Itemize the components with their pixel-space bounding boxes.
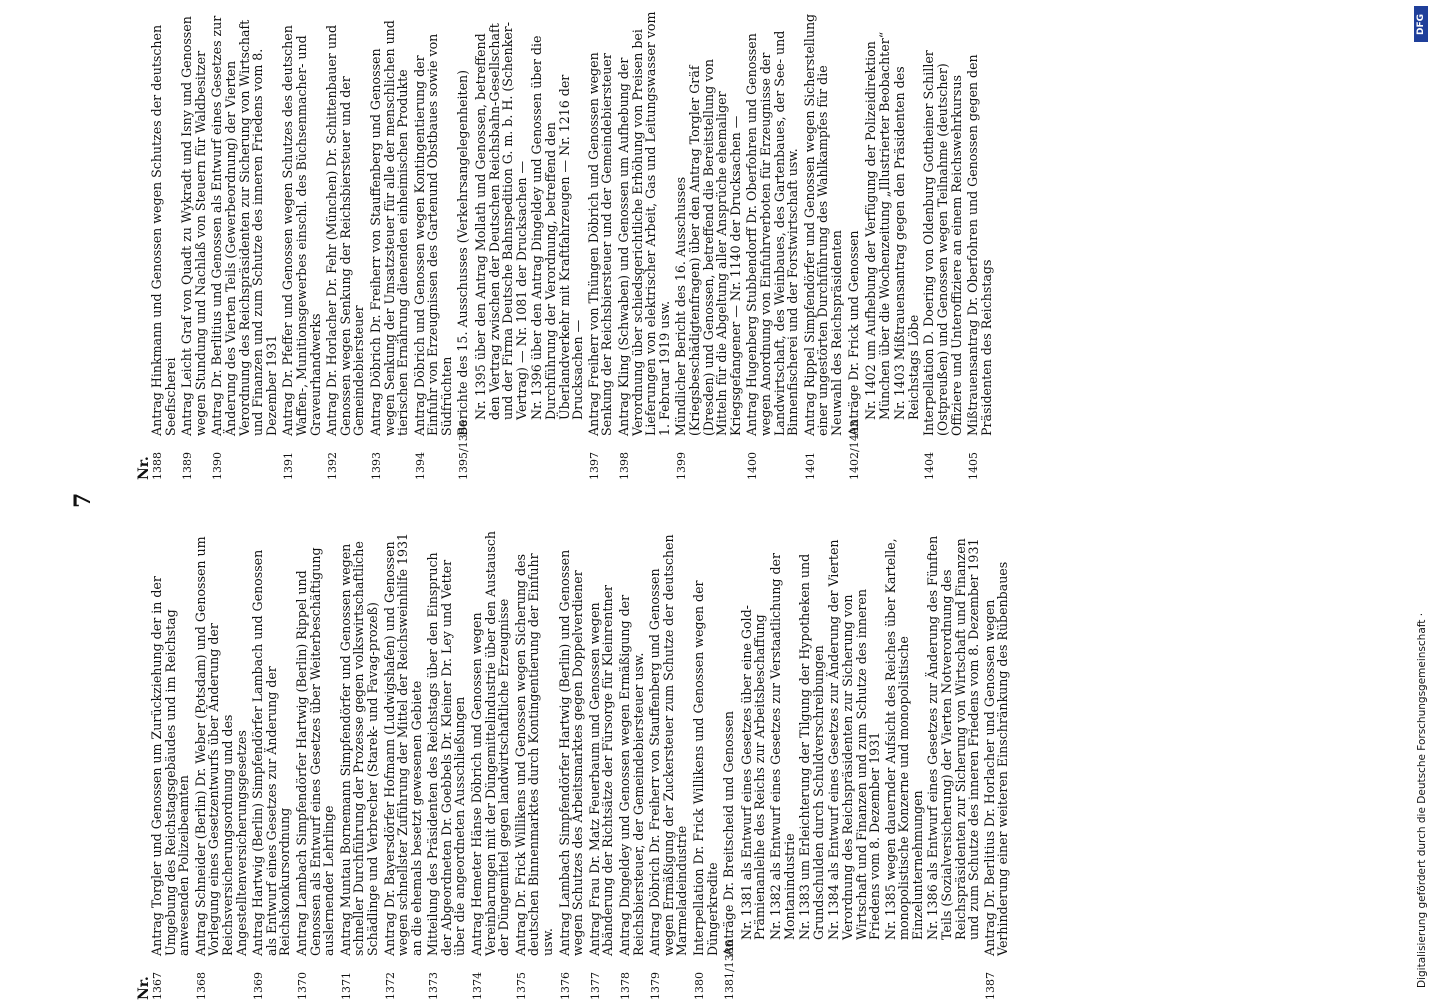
entry-text: Antrag Rippel Simpfendörfer und Genossen wegen Sicherstellung einer ungestörten Durchführung des Wahlkampfes für die Neuwahl des Reichspräsidenten — [801, 13, 844, 436]
entry-text: Antrag Dr. Horlacher Dr. Fehr (München) Dr. Schittenbauer und Genossen wegen Senkung der Reichsbiersteuer und der Gemeindebiersteuer — [324, 24, 367, 436]
entry-number: 1404 — [923, 452, 937, 480]
entry-number: 1394 — [413, 452, 427, 480]
entry-number: 1392 — [326, 452, 340, 480]
entry-number: 1368 — [194, 972, 208, 1000]
document-entry — [369, 10, 410, 480]
entry-number: 1371 — [339, 972, 353, 1000]
sub-entry-text: Nr. 1402 um Aufhebung der Verfügung der Polizeidirektion München über die Wochenzeitung „Illustrierter Beobachter“ — [863, 31, 892, 420]
entry-number: 1378 — [619, 972, 632, 1000]
entry-text: Interpellation Dr. Frick Willikens und Genossen wegen der Düngerkredite — [690, 580, 720, 956]
entry-text: Antrag Hugenberg Stubbendorff Dr. Oberfohren und Genossen wegen Anordnung von Einfuhrverboten für Erzeugnisse der Landwirtschaft, des Weinbaues, des Gartenbaues, der See- und Binnenfischerei und der Forstwirtschaft usw. — [744, 30, 801, 436]
sub-entry-text: Nr. 1383 um Erleichterung der Tilgung der Hypotheken und Grundschulden durch Schuldverschreibungen — [797, 553, 826, 940]
sub-entry — [864, 10, 891, 420]
sub-entry — [474, 10, 528, 420]
entry-text: Antrag Hinkmann und Genossen wegen Schutzes der deutschen Seefischerei — [149, 24, 178, 436]
entry-text: Antrag Muntau Bornemann Simpfendörfer und Genossen wegen schneller Durchführung der Prozesse gegen volkswirtschaftliche Schädlinge und Verbrecher (Starek- und Favag-prozeß) — [337, 541, 380, 956]
entry-number: 1391 — [282, 452, 296, 480]
sub-entry-text: Nr. 1385 wegen dauernder Aufsicht des Reiches über Kartelle, monopolistische Konzerne und monopolistische Einzelunternehmungen — [882, 538, 925, 940]
entry-text: Antrag Dr. Berlitius Dr. Horlacher und Genossen wegen Verhinderung einer weiteren Einschränkung des Rübenbaues — [981, 561, 1011, 956]
entry-number: 1367 — [151, 972, 164, 1000]
sub-entry-text: Nr. 1396 über den Antrag Dingeldey und Genossen über die Durchführung der Verordnung, betreffend den Überlandverkehr mit Kraftfahrzeugen — Nr. 1216 der Drucksachen — — [529, 35, 586, 420]
sub-entry — [769, 530, 796, 940]
document-entry — [325, 10, 366, 480]
entry-number: 1388 — [151, 452, 164, 480]
document-entry — [922, 10, 963, 480]
entry-text: Mitteilung des Präsidenten des Reichstags über den Einspruch der Abgeordneten Dr. Goebbels Dr. Kleiner Dr. Ley und Vetter über die angeordneten Ausschließungen — [425, 552, 468, 956]
document-entry — [966, 10, 993, 480]
entry-number: 1375 — [514, 972, 528, 1000]
document-entry — [803, 10, 844, 480]
entry-number: 1379 — [649, 972, 663, 1000]
document-entry — [470, 530, 511, 1000]
entry-number: 1390 — [211, 452, 225, 480]
entry-text: Antrag Dr. Pfeffer und Genossen wegen Schutzes des deutschen Waffen-, Munitionsgewerbes einschl. des Büchsenmacher- und Graveurhandwerks — [280, 25, 323, 436]
entry-number: 1399 — [675, 452, 689, 480]
document-entry — [210, 10, 278, 480]
entry-text: Antrag Leicht Graf von Quadt zu Wykradt und Isny und Genossen wegen Stundung und Nachlaß von Steuern für Waldbesitzer — [179, 16, 208, 436]
entry-text: Antrag Schneider (Berlin) Dr. Weber (Potsdam) und Genossen um Vorlegung eines Gesetzentwurfs über Änderung der Reichsversicherungsordnung und des Angestelltenversicherungsgesetzes — [192, 536, 249, 956]
dfg-logo: DFG — [1414, 6, 1428, 42]
sub-entry-text: Nr. 1382 als Entwurf eines Gesetzes zur Verstaatlichung der Montanindustrie — [767, 552, 797, 940]
digitization-credit: Digitalisierung gefördert durch die Deutsche Forschungsgemeinschaft · — [1416, 612, 1428, 988]
entry-text: Antrag Dingeldey und Genossen wegen Ermäßigung der Reichsbiersteuer, der Gemeindebiersteuer usw. — [617, 594, 646, 956]
document-entry — [745, 10, 799, 480]
document-entry — [618, 530, 645, 1000]
entry-text: Mißtrauensantrag Dr. Oberfohren und Genossen gegen den Präsidenten des Reichstags — [965, 54, 994, 436]
document-entry — [456, 10, 471, 480]
entry-number: 1393 — [369, 452, 383, 480]
entry-text: Antrag Lambach Simpfendörfer Hartwig (Berlin) und Genossen wegen Schutzes des Arbeitsmarktes gegen Doppelverdiener — [556, 549, 586, 956]
entry-text: Antrag Döbrich Dr. Freiherr von Stauffenberg und Genossen wegen Ermäßigung der Zuckersteuer zum Schutze der deutschen Marmeladeindustrie — [647, 534, 690, 956]
entry-text: Interpellation D. Doering von Oldenburg Gottheiner Schiller (Ostpreußen) und Genossen wegen Teilnahme (deutscher) Offiziere und Unteroffiziere an einem Reichswehrkursus — [921, 50, 964, 436]
entry-number: 1380 — [692, 972, 706, 1000]
entry-number: 1381/1386 — [723, 940, 737, 1000]
entry-text: Anträge Dr. Breitscheid und Genossen — [721, 710, 737, 956]
document-entry — [281, 10, 322, 480]
sub-entry-text: Nr. 1384 als Entwurf eines Gesetzes zur Änderung der Vierten Verordnung des Reichspräsidenten zur Sicherung von Wirtschaft und Finanzen und zum Schutze des inneren Friedens vom 8. Dezember 1931 — [826, 539, 883, 940]
document-entry — [692, 530, 719, 1000]
entry-text: Antrag Hartwig (Berlin) Simpfendörfer Lambach und Genossen als Entwurf eines Gesetzes zur Änderung der Reichskonkursordnung — [250, 549, 293, 956]
document-entry — [587, 10, 614, 480]
entry-number: 1395/1396 — [457, 420, 471, 480]
sub-entry-text: Nr. 1386 als Entwurf eines Gesetzes zur Änderung des Fünften Teils (Sozialversicherung) der Vierten Notverordnung des Reichspräsidenten zur Sicherung von Wirtschaft und Finanzen und zum Schutze des inneren Friedens vom 8. Dezember 1931 — [925, 535, 982, 940]
entry-number: 1370 — [295, 972, 309, 1000]
sub-entry — [740, 530, 767, 940]
entry-number: 1405 — [967, 452, 981, 480]
entry-number: 1400 — [746, 452, 760, 480]
document-entry — [251, 530, 292, 1000]
entry-number: 1401 — [803, 452, 817, 480]
sub-entry — [530, 10, 584, 420]
entry-text: Antrag Kling (Schwaben) und Genossen um Aufhebung der Verordnung über schiedsgerichtliche Erhöhung von Preisen bei Lieferungen von elektrischer Arbeit, Gas und Leitungswasser vom 1. Februar 1919 usw. — [616, 11, 672, 436]
document-entry — [150, 10, 177, 480]
document-entry — [295, 530, 336, 1000]
entry-text: Antrag Döbrich und Genossen wegen Kontingentierung der Einfuhr von Erzeugnissen des Gartenund Obstbaues sowie von Südfrüchten — [411, 33, 454, 436]
document-entry — [514, 530, 555, 1000]
entry-number: 1402/1403 — [847, 420, 861, 480]
document-entry — [413, 10, 454, 480]
rotated-page-content — [70, 0, 1430, 1000]
entry-text: Antrag Lambach Simpfendörfer Hartwig (Berlin) Rippel und Genossen als Entwurf eines Gesetzes über Weiterbeschäftigung auslernender Lehrlinge — [293, 547, 337, 956]
page-number: 7 — [70, 492, 96, 508]
entry-text: Antrag Hemeter Hänse Döbrich und Genossen wegen Vereinbarungen mit der Düngemittelindustrie über den Austausch der Düngemittel gegen landwirtschaftliche Erzeugnisse — [469, 530, 512, 956]
document-entry — [648, 530, 689, 1000]
sub-entry — [798, 530, 825, 940]
document-entry — [847, 10, 862, 480]
entry-text: Mündlicher Bericht des 16. Ausschusses (Kriegsbeschädigtenfragen) über den Antrag Torgler Gräf (Dresden) und Genossen, betreffend die Bereitstellung von Mitteln für die Abgeltung aller Ansprüche ehemaliger Kriegsgefangener — Nr. 1140 der Drucksachen — — [673, 58, 743, 436]
sub-entry-text: Nr. 1395 über den Antrag Mollath und Genossen, betreffend den Vertrag zwischen der Deutschen Reichsbahn-Gesellschaft und der Firma Deutsche Bahnspedition G. m. b. H. (Schenker-Vertrag) — Nr. 1081 der Drucksachen — — [473, 22, 529, 420]
entry-number: 1377 — [588, 972, 602, 1000]
right-column — [136, 10, 1410, 480]
document-entry — [588, 530, 615, 1000]
entry-text: Berichte des 15. Ausschusses (Verkehrsangelegenheiten) — [455, 69, 471, 436]
document-entry — [722, 530, 737, 1000]
entry-number: 1397 — [587, 452, 601, 480]
sub-entry-text: Nr. 1381 als Entwurf eines Gesetzes über eine Gold-Prämienanleihe des Reichs zur Arbeitsbeschaffung — [738, 605, 768, 940]
document-entry — [674, 10, 742, 480]
entry-text: Antrag Dr. Bayersdörfer Hofmann (Ludwigshafen) und Genossen wegen schnellster Zuführung der Mittel der Reichsweinhilfe 1931 an die ehemals besetzt gewesenen Gebiete — [381, 532, 424, 956]
entry-text: Antrag Dr. Berlitius und Genossen als Entwurf eines Gesetzes zur Änderung des Vierten Teils (Gewerbeordnung) der Vierten Verordnung des Reichspräsidenten zur Sicherung von Wirtschaft und Finanzen und zum Schutze des inneren Friedens vom 8. Dezember 1931 — [209, 15, 279, 436]
document-entry — [617, 10, 671, 480]
document-entry — [426, 530, 467, 1000]
entry-number: 1372 — [383, 972, 397, 1000]
sub-entry-text: Nr. 1403 Mißtrauensantrag gegen den Präsidenten des Reichstags Löbe — [892, 66, 921, 420]
entry-number: 1374 — [471, 972, 485, 1000]
left-column — [136, 530, 1410, 1000]
entry-number: 1387 — [983, 972, 997, 1000]
entry-number: 1376 — [558, 972, 572, 1000]
sub-entry — [893, 10, 920, 420]
sub-entry — [827, 530, 881, 940]
entry-number: 1369 — [252, 972, 266, 1000]
sub-entry — [926, 530, 980, 940]
nr-heading: Nr. — [136, 456, 152, 480]
nr-heading: Nr. — [136, 976, 152, 1000]
sub-entry — [884, 530, 925, 940]
entry-number: 1389 — [181, 452, 195, 480]
entry-number: 1373 — [427, 972, 441, 1000]
document-entry — [558, 530, 585, 1000]
entry-text: Antrag Döbrich Dr. Freiherr von Stauffenberg und Genossen wegen Senkung der Umsatzsteuer für alle der menschlichen und tierischen Ernährung dienenden einheimischen Produkte — [367, 20, 411, 436]
document-entry — [194, 530, 248, 1000]
document-entry — [983, 530, 1010, 1000]
document-entry — [383, 530, 424, 1000]
document-entry — [150, 530, 191, 1000]
entry-text: Antrag Freiherr von Thüngen Döbrich und Genossen wegen Senkung der Reichsbiersteuer und der Gemeindebiersteuer — [585, 52, 615, 436]
entry-number: 1398 — [618, 452, 631, 480]
document-entry — [180, 10, 207, 480]
entry-text: Antrag Torgler und Genossen um Zurückziehung der in der Umgebung des Reichstagsgebäudes und im Reichstag anwesenden Polizeibeamten — [149, 576, 192, 956]
document-entry — [339, 530, 380, 1000]
entry-text: Antrag Frau Dr. Matz Feuerbaum und Genossen wegen Abänderung der Richtsätze der Fürsorge für Kleinrentner — [586, 584, 616, 956]
entry-text: Antrag Dr. Frick Willikens und Genossen wegen Sicherung des deutschen Binnenmarktes durch Kontingentierung der Einfuhr usw. — [512, 553, 556, 956]
entry-text: Anträge Dr. Frick und Genossen — [845, 230, 861, 436]
